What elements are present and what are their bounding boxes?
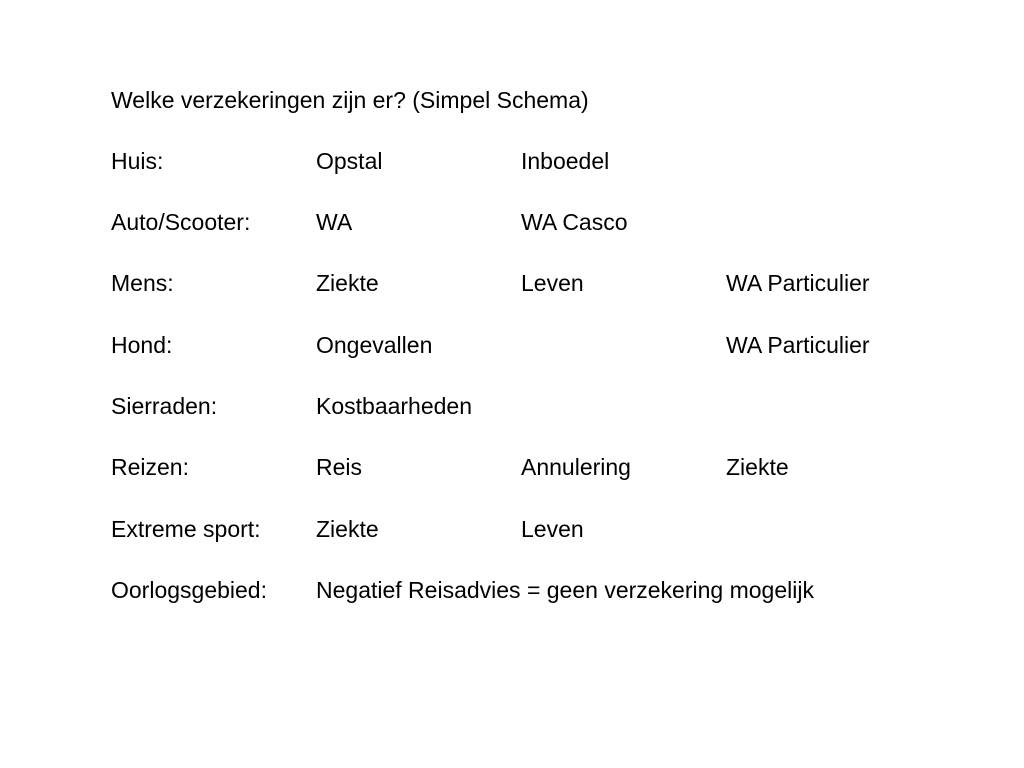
row-item: Leven: [521, 516, 584, 542]
insurance-row-auto-scooter: [0, 208, 1024, 236]
row-label: Mens:: [111, 270, 174, 296]
row-item: Negatief Reisadvies = geen verzekering mogelijk: [316, 577, 814, 603]
row-item: WA Particulier: [726, 332, 870, 358]
row-label: Oorlogsgebied:: [111, 577, 267, 603]
row-label: Sierraden:: [111, 393, 218, 419]
row-label: Extreme sport:: [111, 516, 261, 542]
row-item: Kostbaarheden: [316, 393, 473, 419]
row-label: Hond:: [111, 332, 173, 358]
row-item: Reis: [316, 454, 363, 480]
insurance-row-reizen: [0, 453, 1024, 481]
row-label: Reizen:: [111, 454, 189, 480]
row-item: Opstal: [316, 148, 383, 174]
row-item: Leven: [521, 270, 584, 296]
row-item: WA Particulier: [726, 270, 870, 296]
insurance-row-mens: [0, 269, 1024, 297]
row-item: WA: [316, 209, 353, 235]
row-item: Inboedel: [521, 148, 610, 174]
row-item: WA Casco: [521, 209, 628, 235]
insurance-row-huis: [0, 147, 1024, 175]
row-label: Huis:: [111, 148, 164, 174]
insurance-row-oorlogsgebied: [0, 576, 1024, 604]
row-item: Ziekte: [726, 454, 789, 480]
insurance-row-sierraden: [0, 392, 1024, 420]
insurance-row-extreme-sport: [0, 515, 1024, 543]
row-item: Ziekte: [316, 516, 379, 542]
row-item: Annulering: [521, 454, 631, 480]
row-label: Auto/Scooter:: [111, 209, 251, 235]
row-item: Ziekte: [316, 270, 379, 296]
insurance-row-hond: [0, 331, 1024, 359]
row-item: Ongevallen: [316, 332, 433, 358]
slide-title: Welke verzekeringen zijn er? (Simpel Schema): [111, 87, 589, 113]
